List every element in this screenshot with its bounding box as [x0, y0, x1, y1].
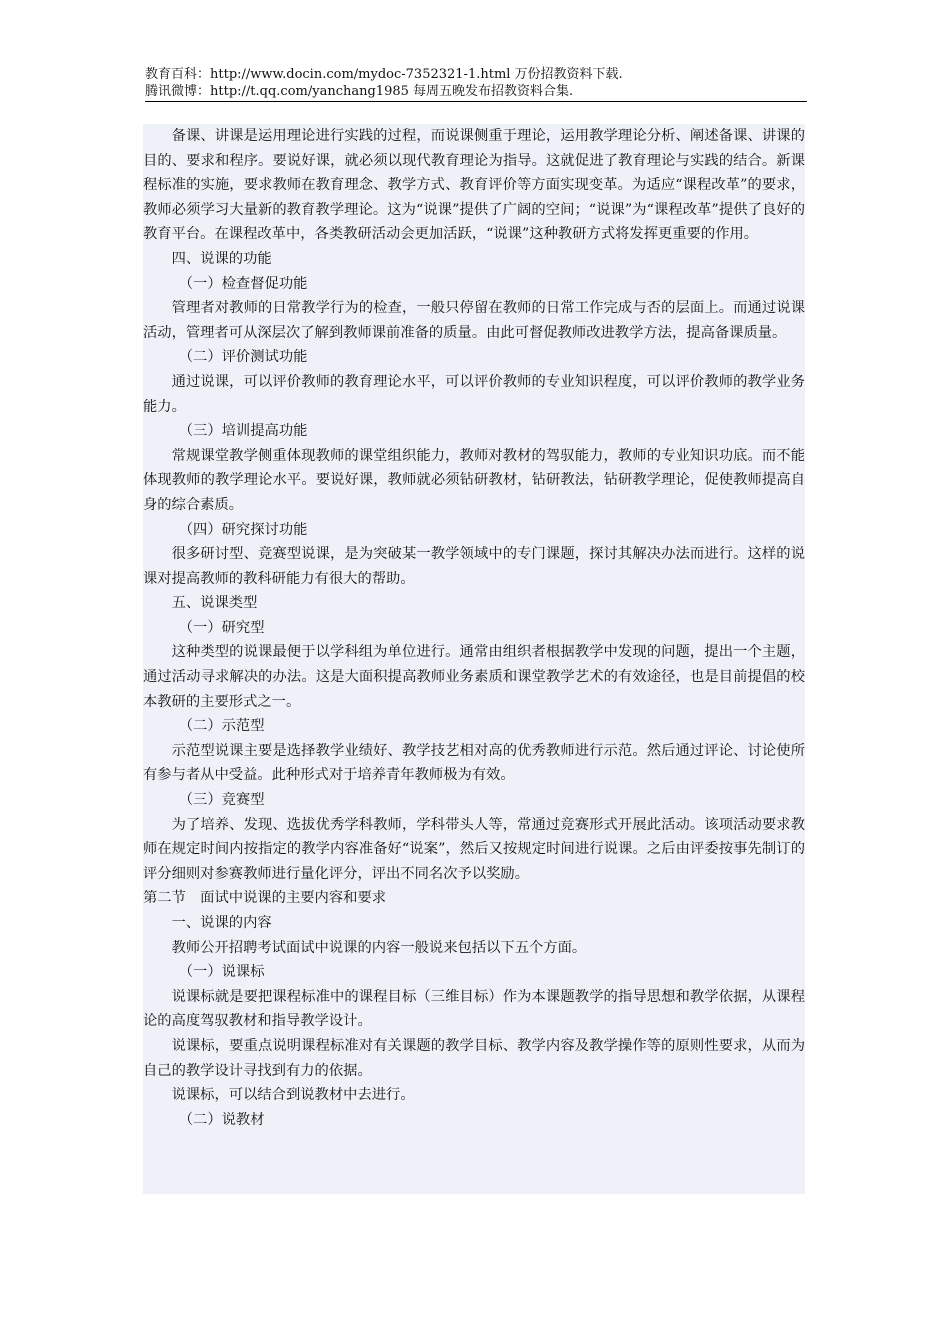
header-divider [145, 101, 807, 102]
paragraph: 四、说课的功能 [171, 250, 272, 267]
paragraph: 为了培养、发现、选拔优秀学科教师，学科带头人等，常通过竞赛形式开展此活动。该项活动要求教师在规定时间内按指定的教学内容准备好“说案”，然后又按规定时间进行说课。之后由评委按事先制订的评分细则对参赛教师进行量化评分，评出不同名次予以奖励。 [143, 816, 805, 882]
paragraph: 常规课堂教学侧重体现教师的课堂组织能力，教师对教材的驾驭能力，教师的专业知识功底。而不能体现教师的教学理论水平。要说好课，教师就必须钻研教材，钻研教法，钻研教学理论，促使教师提高自身的综合素质。 [143, 447, 805, 513]
paragraph: （一）说课标 [178, 964, 265, 981]
paragraph: 通过说课，可以评价教师的教育理论水平，可以评价教师的专业知识程度，可以评价教师的教学业务能力。 [143, 373, 805, 415]
paragraph: （二）评价测试功能 [178, 349, 308, 366]
paragraph: 很多研讨型、竞赛型说课，是为突破某一教学领域中的专门课题，探讨其解决办法而进行。这样的说课对提高教师的教科研能力有很大的帮助。 [143, 546, 805, 587]
paragraph: （三）培训提高功能 [178, 423, 308, 440]
paragraph: 说课标，要重点说明课程标准对有关课题的教学目标、教学内容及教学操作等的原则性要求，从而为自己的教学设计寻找到有力的依据。 [143, 1037, 805, 1079]
paragraph: 一、说课的内容 [171, 915, 272, 931]
paragraph: （二）说教材 [178, 1111, 265, 1128]
paragraph: （一）研究型 [178, 619, 265, 636]
paragraph: 五、说课类型 [171, 595, 258, 612]
paragraph: （四）研究探讨功能 [178, 521, 308, 538]
paragraph: 第二节 面试中说课的主要内容和要求 [143, 890, 387, 907]
paragraph: （二）示范型 [178, 718, 265, 735]
paragraph: 示范型说课主要是选择教学业绩好、教学技艺相对高的优秀教师进行示范。然后通过评论、讨论使所有参与者从中受益。此种形式对于培养青年教师极为有效。 [143, 742, 805, 784]
header-line-1: 教育百科：http://www.docin.com/mydoc-7352321-1.html 万份招教资料下载. [145, 67, 623, 82]
paragraph: （一）检查督促功能 [178, 275, 308, 292]
document-body [143, 124, 805, 1194]
paragraph: 说课标就是要把课程标准中的课程目标（三维目标）作为本课题教学的指导思想和教学依据，从课程论的高度驾驭教材和指导教学设计。 [143, 988, 805, 1030]
paragraph: （三）竞赛型 [178, 792, 265, 809]
header-line-2: 腾讯微博：http://t.qq.com/yanchang1985 每周五晚发布招教资料合集. [145, 84, 574, 99]
paragraph: 备课、讲课是运用理论进行实践的过程，而说课侧重于理论，运用教学理论分析、阐述备课、讲课的目的、要求和程序。要说好课，就必须以现代教育理论为指导。这就促进了教育理论与实践的结合。新课程标准的实施，要求教师在教育理念、教学方式、教育评价等方面实现变革。为适应“课程改革”的要求，教师必须学习大量新的教育教学理论。这为“说课”提供了广阔的空间；“说课”为“课程改革”提供了良好的教育平台。在课程改革中，各类教研活动会更加活跃，“说课”这种教研方式将发挥更重要的作用。 [143, 128, 805, 243]
paragraph: 管理者对教师的日常教学行为的检查，一般只停留在教师的日常工作完成与否的层面上。而通过说课活动，管理者可从深层次了解到教师课前准备的质量。由此可督促教师改进教学方法，提高备课质量。 [143, 300, 805, 341]
page-header [145, 66, 805, 100]
paragraph: 这种类型的说课最便于以学科组为单位进行。通常由组织者根据教学中发现的问题，提出一个主题，通过活动寻求解决的办法。这是大面积提高教师业务素质和课堂教学艺术的有效途径，也是目前提倡的校本教研的主要形式之一。 [143, 644, 805, 710]
paragraph: 说课标，可以结合到说教材中去进行。 [171, 1087, 415, 1104]
paragraph: 教师公开招聘考试面试中说课的内容一般说来包括以下五个方面。 [171, 939, 587, 956]
